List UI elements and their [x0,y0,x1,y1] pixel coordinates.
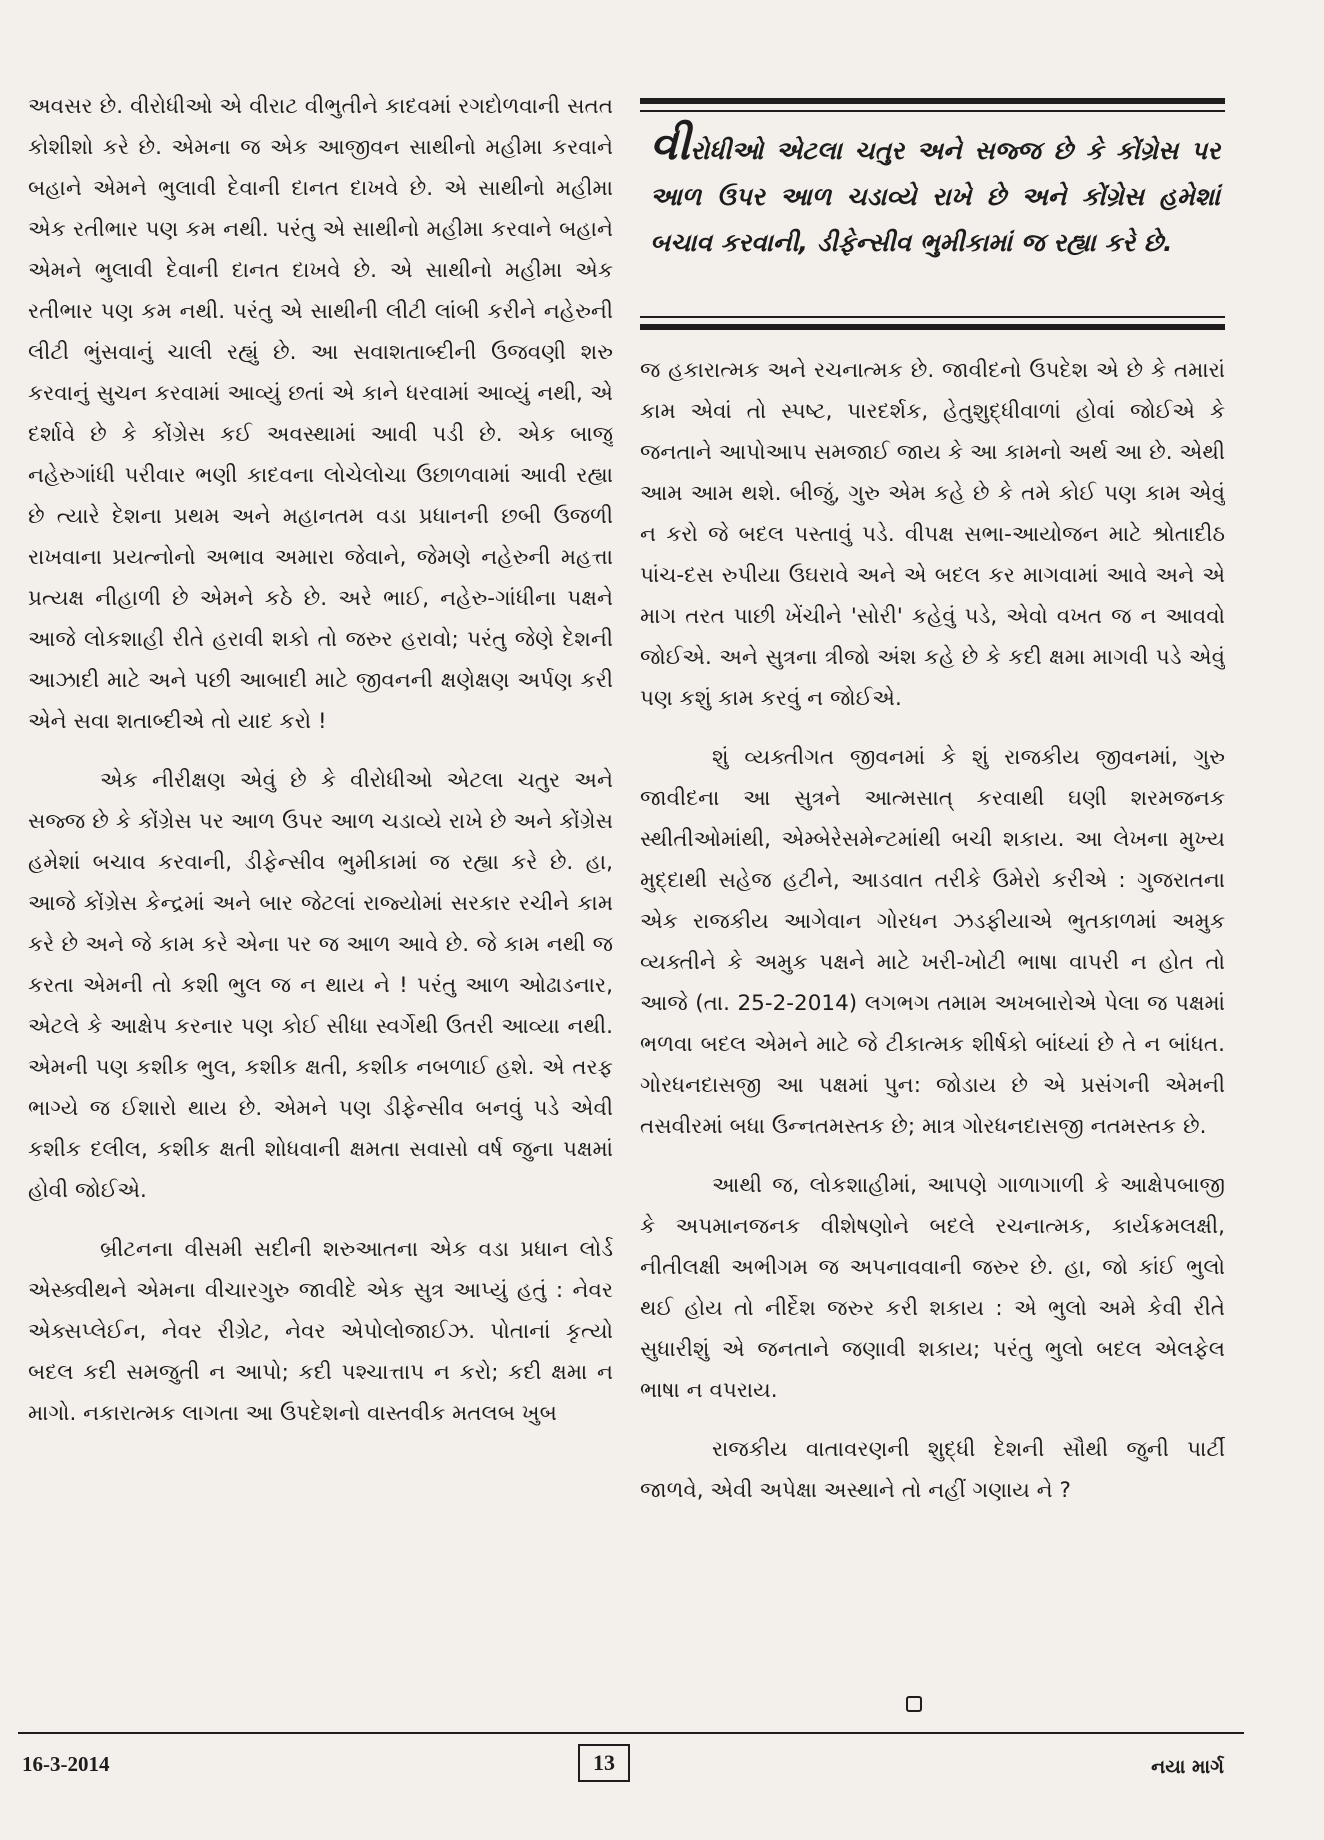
pull-quote-top-rule-thick [640,98,1225,104]
left-paragraph-2: એક નીરીક્ષણ એવું છે કે વીરોધીઓ એટલા ચતુર અને સજ્જ છે કે કોંગ્રેસ પર આળ ઉપર આળ ચડાવ્યે રાખે છે અને કોંગ્રેસ હમેશાં બચાવ કરવાની, ડીફેન્સીવ ભુમીકામાં જ રહ્યા કરે છે. હા, આજે કોંગ્રેસ કેન્દ્રમાં અને બાર જેટલાં રાજ્યોમાં સરકાર રચીને કામ કરે છે અને જે કામ કરે એના પર જ આળ આવે છે. જે કામ નથી જ કરતા એમની તો કશી ભુલ જ ન થાય ને ! પરંતુ આળ ઓઢાડનાર, એટલે કે આક્ષેપ કરનાર પણ કોઈ સીધા સ્વર્ગેથી ઉતરી આવ્યા નથી. એમની પણ કશીક ભુલ, કશીક ક્ષતી, કશીક નબળાઈ હશે. એ તરફ ભાગ્યે જ ઈશારો થાય છે. એમને પણ ડીફેન્સીવ બનવું પડે એવી કશીક દલીલ, કશીક ક્ષતી શોધવાની ક્ષમતા સવાસો વર્ષ જુના પક્ષમાં હોવી જોઈએ. [28,768,613,1203]
right-column [640,350,1225,1715]
footer-rule [18,1732,1244,1734]
pull-quote-bottom-rule-thin [640,316,1225,318]
pull-quote-box [640,92,1225,332]
right-paragraph-3: આથી જ, લોકશાહીમાં, આપણે ગાળાગાળી કે આક્ષેપબાજી કે અપમાનજનક વીશેષણોને બદલે રચનાત્મક, કાર્યક્રમલક્ષી, નીતીલક્ષી અભીગમ જ અપનાવવાની જરુર છે. હા, જો કાંઈ ભુલો થઈ હોય તો નીર્દેશ જરુર કરી શકાય : એ ભુલો અમે કેવી રીતે સુધારીશું એ જનતાને જણાવી શકાય; પરંતુ ભુલો બદલ એલફેલ ભાષા ન વપરાય. [640,1173,1225,1403]
left-column [28,86,613,1716]
left-paragraph-1: અવસર છે. વીરોધીઓ એ વીરાટ વીભુતીને કાદવમાં રગદોળવાની સતત કોશીશો કરે છે. એમના જ એક આજીવન સાથીનો મહીમા કરવાને બહાને એમને ભુલાવી દેવાની દાનત દાખવે છે. એ સાથીનો મહીમા એક રતીભાર પણ કમ નથી. પરંતુ એ સાથીનો મહીમા કરવાને બહાને એમને ભુલાવી દેવાની દાનત દાખવે છે. એ સાથીનો મહીમા એક રતીભાર પણ કમ નથી. પરંતુ એ સાથીની લીટી લાંબી કરીને નહેરુની લીટી ભુંસવાનું ચાલી રહ્યું છે. આ સવાશતાબ્દીની ઉજવણી શરુ કરવાનું સુચન કરવામાં આવ્યું છતાં એ કાને ધરવામાં આવ્યું નથી, એ દર્શાવે છે કે કોંગ્રેસ કઈ અવસ્થામાં આવી પડી છે. એક બાજુ નહેરુગાંધી પરીવાર ભણી કાદવના લોચેલોચા ઉછાળવામાં આવી રહ્યા છે ત્યારે દેશના પ્રથમ અને મહાનતમ વડા પ્રધાનની છબી ઉજળી રાખવાના પ્રયત્નોનો અભાવ અમારા જેવાને, જેમણે નહેરુની મહત્તા પ્રત્યક્ષ નીહાળી છે એમને કઠે છે. અરે ભાઈ, નહેરુ-ગાંધીના પક્ષને આજે લોકશાહી રીતે હરાવી શકો તો જરુર હરાવો; પરંતુ જેણે દેશની આઝાદી માટે અને પછી આબાદી માટે જીવનની ક્ષણેક્ષણ અર્પણ કરી એને સવા શતાબ્દીએ તો યાદ કરો ! [28,94,613,734]
article-end-square-icon [906,1696,922,1712]
footer-magazine-name: નયા માર્ગ [1151,1756,1224,1778]
footer-page-number: 13 [578,1744,630,1782]
pull-quote-bottom-rule-thick [640,324,1225,330]
pull-quote-text [650,119,1220,266]
right-paragraph-1: જ હકારાત્મક અને રચનાત્મક છે. જાવીદનો ઉપદેશ એ છે કે તમારાં કામ એવાં તો સ્પષ્ટ, પારદર્શક, હેતુશુદ્ધીવાળાં હોવાં જોઈએ કે જનતાને આપોઆપ સમજાઈ જાય કે આ કામનો અર્થ આ છે. એથી આમ આમ થશે. બીજું, ગુરુ એમ કહે છે કે તમે કોઈ પણ કામ એવું ન કરો જે બદલ પસ્તાવું પડે. વીપક્ષ સભા-આયોજન માટે શ્રોતાદીઠ પાંચ-દસ રુપીયા ઉઘરાવે અને એ બદલ કર માગવામાં આવે અને એ માગ તરત પાછી ખેંચીને 'સોરી' કહેવું પડે, એવો વખત જ ન આવવો જોઈએ. અને સુત્રના ત્રીજો અંશ કહે છે કે કદી ક્ષમા માગવી પડે એવું પણ કશું કામ કરવું ન જોઈએ. [640,358,1225,711]
right-paragraph-2: શું વ્યક્તીગત જીવનમાં કે શું રાજકીય જીવનમાં, ગુરુ જાવીદના આ સુત્રને આત્મસાત્ કરવાથી ઘણી શરમજનક સ્થીતીઓમાંથી, એમ્બેરેસમેન્ટમાંથી બચી શકાય. આ લેખના મુખ્ય મુદ્દાથી સહેજ હટીને, આડવાત તરીકે ઉમેરો કરીએ : ગુજરાતના એક રાજકીય આગેવાન ગોરધન ઝડફીયાએ ભુતકાળમાં અમુક વ્યક્તીને કે અમુક પક્ષને માટે ખરી-ખોટી ભાષા વાપરી ન હોત તો આજે (તા. 25-2-2014) લગભગ તમામ અખબારોએ પેલા જ પક્ષમાં ભળવા બદલ એમને માટે જે ટીકાત્મક શીર્ષકો બાંધ્યાં છે તે ન બાંધત. ગોરધનદાસજી આ પક્ષમાં પુન: જોડાય છે એ પ્રસંગની એમની તસવીરમાં બધા ઉન્નતમસ્તક છે; માત્ર ગોરધનદાસજી નતમસ્તક છે. [640,745,1225,1139]
pull-quote-drop-cap: વી [650,119,690,170]
pull-quote-body: રોધીઓ એટલા ચતુર અને સજ્જ છે કે કોંગ્રેસ પર આળ ઉપર આળ ચડાવ્યે રાખે છે અને કોંગ્રેસ હમેશાં બચાવ કરવાની, ડીફેન્સીવ ભુમીકામાં જ રહ્યા કરે છે. [650,136,1220,257]
pull-quote-top-rule-thin [640,110,1225,112]
right-paragraph-4: રાજકીય વાતાવરણની શુદ્ધી દેશની સૌથી જુની પાર્ટી જાળવે, એવી અપેક્ષા અસ્થાને તો નહીં ગણાય ને ? [640,1437,1225,1503]
footer-date: 16-3-2014 [22,1752,110,1776]
left-paragraph-3: બ્રીટનના વીસમી સદીની શરુઆતના એક વડા પ્રધાન લોર્ડ એસ્ક્વીથને એમના વીચારગુરુ જાવીદે એક સુત્ર આપ્યું હતું : નેવર એક્સપ્લેઈન, નેવર રીગ્રેટ, નેવર એપોલોજાઈઝ. પોતાનાં કૃત્યો બદલ કદી સમજુતી ન આપો; કદી પશ્ચાત્તાપ ન કરો; કદી ક્ષમા ન માગો. નકારાત્મક લાગતા આ ઉપદેશનો વાસ્તવીક મતલબ ખુબ [28,1237,613,1426]
